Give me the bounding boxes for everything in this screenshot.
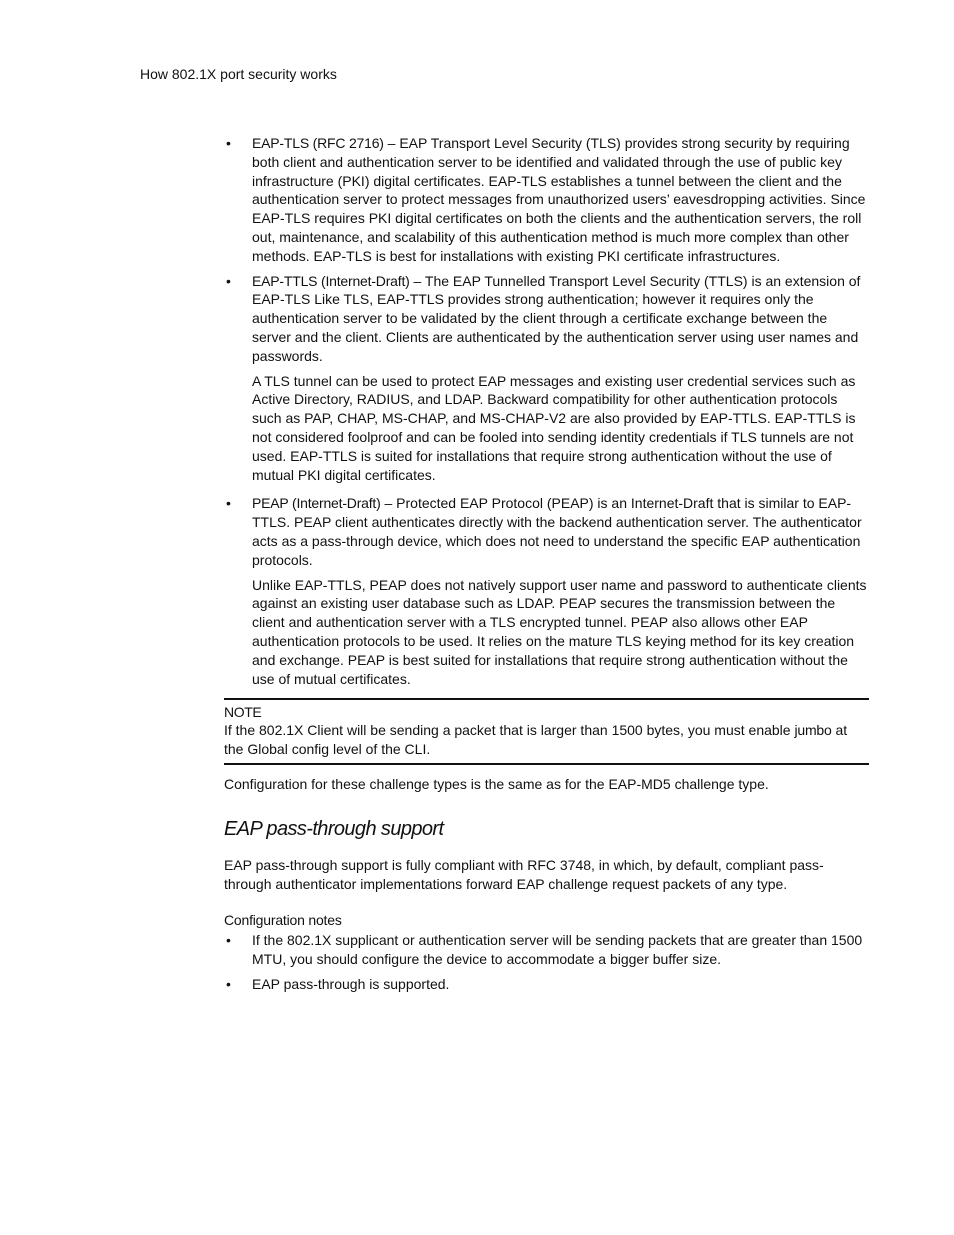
eap-tls-term: EAP-TLS (RFC 2716) [252, 135, 384, 151]
peap-paragraph [252, 494, 869, 569]
note-text [224, 721, 869, 759]
note-text-after: at the Global config level of the CLI. [224, 722, 848, 758]
eap-ttls-description: – The EAP Tunnelled Transport Level Security (TTLS) is an extension of EAP-TLS Like TLS, EAP-TTLS provides strong authentication; however it requires only the authentication server to be validated by the client through a certificate exchange between the server and the client. Clients are authenticated by the authentication server using user names and passwords. [252, 272, 861, 364]
eap-type-list [224, 134, 869, 688]
page-content [224, 134, 869, 1000]
section-heading: EAP pass-through support [224, 817, 444, 840]
note-heading: NOTE [224, 704, 262, 721]
bullet-icon: • [226, 932, 231, 949]
peap-continuation: Unlike EAP-TTLS, PEAP does not natively support user name and password to authenticate clients against an existing user database such as LDAP. PEAP secures the transmission between the client and authentication server with a TLS encrypted tunnel. PEAP also allows other EAP authentication protocols to be used. It relies on the mature TLS keying method for its key creation and exchange. PEAP is best suited for installations that require strong authentication without the use of mutual certificates. [252, 576, 867, 687]
eap-ttls-term: EAP-TTLS (Internet-Draft) [252, 272, 410, 289]
bullet-icon: • [226, 135, 231, 151]
list-item-eap-ttls [224, 272, 869, 485]
config-paragraph: Configuration for these challenge types is the same as for the EAP-MD5 challenge type. [224, 775, 769, 792]
bullet-icon: • [226, 495, 231, 512]
section-paragraph: EAP pass-through support is fully compliant with RFC 3748, in which, by default, compliant pass-through authenticator implementations forward EAP challenge request packets of any type. [224, 856, 824, 892]
list-item-peap [224, 494, 869, 688]
peap-description: – Protected EAP Protocol (PEAP) is an Internet-Draft that is similar to EAP-TTLS. PEAP client authenticates directly with the backend authentication server. The authenticator acts as a pass-through device, which does not need to understand the specific EAP authentication protocols. [252, 495, 862, 568]
eap-tls-description: – EAP Transport Level Security (TLS) provides strong security by requiring both client and authentication server to be identified and validated through the use of public key infrastructure (PKI) digital certificates. EAP-TLS establishes a tunnel between the client and the authentication server to protect messages from unauthorized users’ eavesdropping activities. Since EAP-TLS requires PKI digital certificates on both the clients and the authentication servers, the roll out, maintenance, and scalability of this authentication method is much more complex than other methods. EAP-TLS is best for installations with existing PKI certificate infrastructures. [252, 135, 866, 264]
eap-ttls-paragraph [252, 272, 869, 366]
note-box [224, 698, 869, 765]
config-notes-list [224, 931, 869, 993]
eap-tls-paragraph [252, 134, 869, 266]
config-note-text: If the 802.1X supplicant or authentication server will be sending packets that are greater than 1500 MTU, you should configure the device to accommodate a bigger buffer size. [252, 932, 863, 968]
bullet-icon: • [226, 975, 231, 992]
config-note-text: EAP pass-through is supported. [252, 975, 450, 992]
list-item [224, 975, 869, 994]
note-text-before: If the 802.1X Client will be sending a packet that is larger than 1500 bytes, you must enable [224, 722, 795, 739]
running-header: How 802.1X port security works [140, 66, 337, 82]
bullet-icon: • [226, 272, 231, 289]
config-notes-heading: Configuration notes [224, 912, 342, 929]
eap-ttls-continuation: A TLS tunnel can be used to protect EAP messages and existing user credential services such as Active Directory, RADIUS, and LDAP. Backward compatibility for other authentication protocols such as PAP, CHAP, MS-CHAP, and MS-CHAP-V2 are also provided by EAP-TTLS. EAP-TTLS is not considered foolproof and can be fooled into sending identity credentials if TLS tunnels are not used. EAP-TTLS is suited for installations that require strong authentication without the use of mutual PKI digital certificates. [252, 372, 856, 483]
peap-term: PEAP (Internet-Draft) [252, 495, 381, 512]
note-keyword: jumbo [794, 722, 832, 739]
list-item [224, 931, 869, 969]
list-item-eap-tls [224, 134, 869, 266]
